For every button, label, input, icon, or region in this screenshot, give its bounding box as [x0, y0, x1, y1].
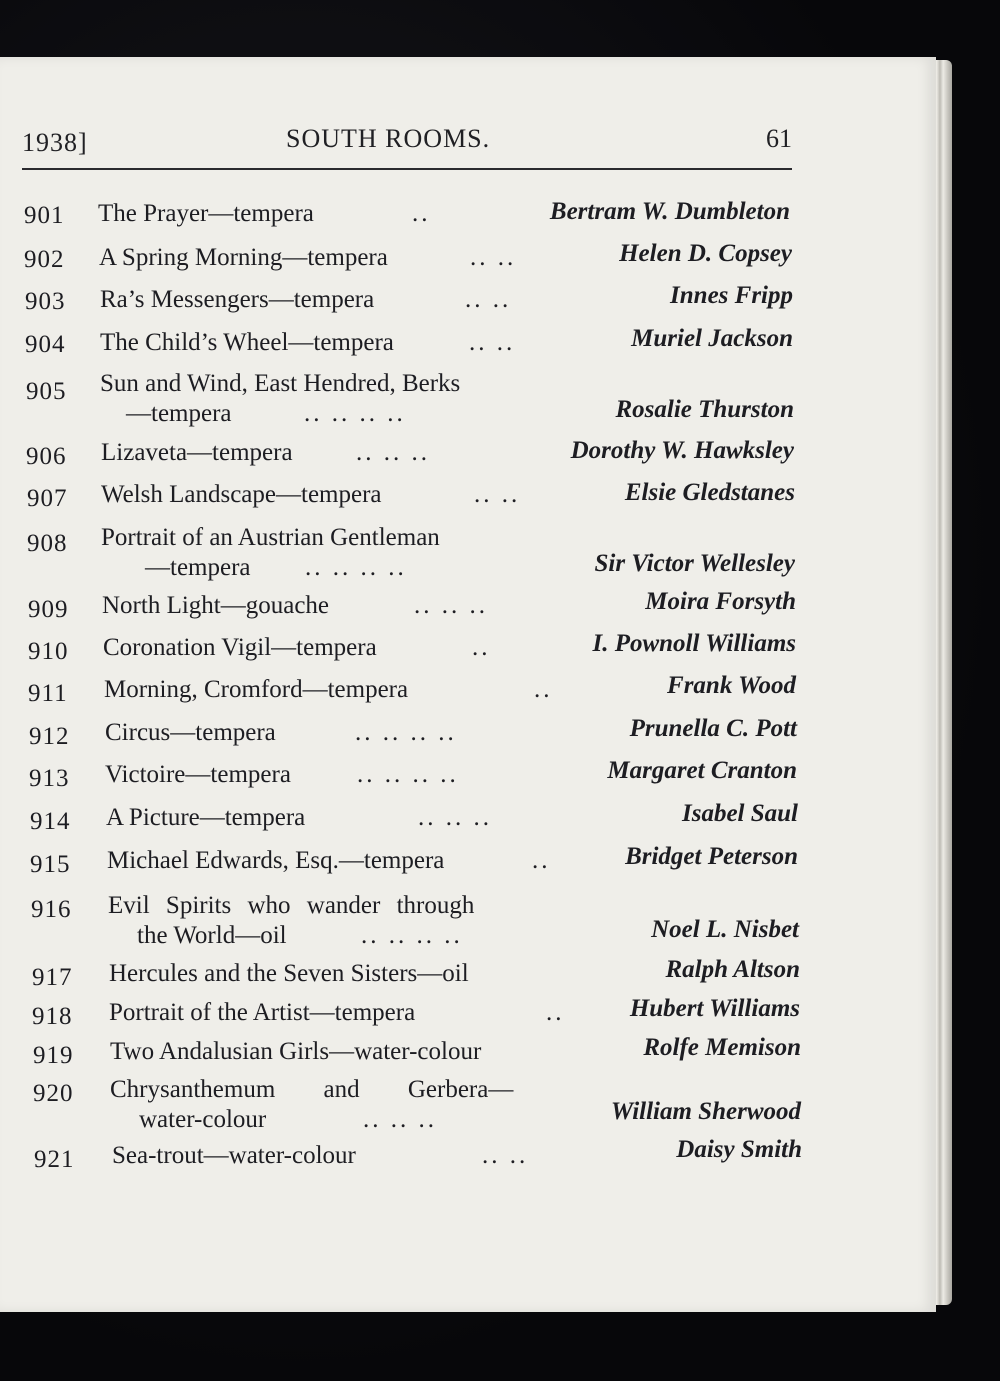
dot-leader: .. — [534, 676, 553, 703]
entry-number: 904 — [25, 331, 66, 358]
entry-number: 906 — [26, 443, 67, 470]
artist-name: Rosalie Thurston — [615, 396, 794, 423]
catalogue-entry — [29, 717, 801, 751]
dot-leader: .. .. .. — [414, 592, 488, 619]
dot-leader: .. .. — [469, 329, 516, 356]
artist-name: Dorothy W. Hawksley — [570, 437, 794, 464]
entry-number: 916 — [31, 896, 72, 923]
entry-title: Morning, Cromford—tempera — [104, 676, 409, 703]
entry-number: 921 — [34, 1146, 75, 1173]
artist-name: William Sherwood — [610, 1098, 801, 1125]
entry-number: 915 — [30, 851, 71, 878]
entry-title-continued: —tempera — [126, 400, 232, 427]
catalogue-entry — [34, 1136, 806, 1174]
page-number: 61 — [766, 124, 792, 153]
entry-title: Hercules and the Seven Sisters—oil — [109, 960, 469, 987]
entry-number: 907 — [27, 485, 68, 512]
artist-name: Frank Wood — [667, 672, 796, 699]
entry-number: 903 — [25, 288, 66, 315]
entry-number: 919 — [33, 1042, 74, 1069]
entry-number: 917 — [32, 964, 73, 991]
entry-title: Welsh Landscape—tempera — [101, 481, 382, 508]
entry-title: Chrysanthemum and Gerbera— — [110, 1076, 514, 1103]
dot-leader: .. .. — [465, 286, 512, 313]
entry-number: 910 — [28, 638, 69, 665]
catalogue-entry — [30, 845, 802, 879]
section-title: SOUTH ROOMS. — [286, 124, 491, 153]
artist-name: Bridget Peterson — [625, 843, 798, 870]
catalogue-entry — [24, 240, 796, 274]
artist-name: Ralph Altson — [665, 956, 800, 983]
artist-name: Muriel Jackson — [631, 325, 793, 352]
dot-leader: .. .. .. .. — [304, 400, 406, 427]
catalogue-entry — [25, 325, 797, 359]
entry-title: Circus—tempera — [105, 719, 276, 746]
header-rule — [22, 168, 792, 170]
catalogue-entry — [26, 368, 798, 434]
catalogue-entry — [32, 958, 804, 992]
catalogue-entry — [33, 1074, 805, 1140]
dot-leader: .. .. — [470, 244, 517, 271]
entry-number: 913 — [29, 765, 70, 792]
catalogue-entry — [27, 522, 799, 588]
entry-title: A Picture—tempera — [106, 804, 306, 831]
dot-leader: .. .. — [482, 1142, 529, 1169]
artist-name: Daisy Smith — [676, 1136, 802, 1163]
catalogue-entry — [31, 890, 803, 956]
artist-name: Moira Forsyth — [645, 588, 796, 615]
entry-number: 920 — [33, 1080, 74, 1107]
entry-title: Two Andalusian Girls—water-colour — [110, 1038, 482, 1065]
catalogue-entry — [25, 282, 797, 316]
artist-name: Sir Victor Wellesley — [594, 550, 795, 577]
entry-title: Lizaveta—tempera — [101, 439, 293, 466]
entry-title: Portrait of an Austrian Gentleman — [101, 524, 440, 551]
artist-name: Margaret Cranton — [607, 757, 797, 784]
entry-number: 905 — [26, 378, 67, 405]
artist-name: Isabel Saul — [681, 800, 798, 827]
entry-number: 911 — [28, 680, 68, 707]
catalogue-entry — [29, 759, 801, 793]
entry-title: Sea-trout—water-colour — [112, 1142, 356, 1169]
catalogue-entry — [33, 1036, 805, 1070]
catalogue-entry — [30, 802, 802, 836]
entry-title: The Child’s Wheel—tempera — [100, 329, 394, 356]
entry-title: Evil Spirits who wander through — [108, 892, 475, 919]
dot-leader: .. .. — [474, 481, 521, 508]
running-head — [22, 120, 792, 160]
dot-leader: .. .. .. — [363, 1106, 437, 1133]
entry-number: 902 — [24, 246, 65, 273]
entry-title: Ra’s Messengers—tempera — [100, 286, 375, 313]
entry-title: Michael Edwards, Esq.—tempera — [107, 847, 445, 874]
artist-name: Innes Fripp — [670, 282, 793, 309]
entry-title: North Light—gouache — [102, 592, 330, 619]
entry-number: 908 — [27, 530, 68, 557]
artist-name: Prunella C. Pott — [629, 715, 797, 742]
entry-number: 901 — [24, 202, 65, 229]
artist-name: Hubert Williams — [629, 995, 800, 1022]
entry-title: Sun and Wind, East Hendred, Berks — [100, 370, 461, 397]
dot-leader: .. — [472, 634, 491, 661]
header-year: 1938] — [22, 128, 88, 157]
entry-title-continued: —tempera — [145, 554, 251, 581]
dot-leader: .. — [412, 200, 431, 227]
catalogue-entry — [26, 437, 798, 471]
entry-title-continued: the World—oil — [137, 922, 287, 949]
entry-number: 909 — [28, 596, 69, 623]
entry-title: Portrait of the Artist—tempera — [109, 999, 416, 1026]
artist-name: Rolfe Memison — [643, 1034, 801, 1061]
artist-name: Noel L. Nisbet — [651, 916, 799, 943]
dot-leader: .. .. .. .. — [361, 922, 463, 949]
dot-leader: .. — [546, 999, 565, 1026]
dot-leader: .. .. .. .. — [305, 554, 407, 581]
artist-name: I. Pownoll Williams — [592, 630, 796, 657]
catalogue-entry — [28, 590, 800, 624]
entry-title: The Prayer—tempera — [98, 200, 314, 227]
dot-leader: .. — [532, 847, 551, 874]
catalogue-entry — [28, 674, 800, 708]
artist-name: Elsie Gledstanes — [624, 479, 795, 506]
entry-number: 914 — [30, 808, 71, 835]
dot-leader: .. .. .. .. — [357, 761, 459, 788]
artist-name: Helen D. Copsey — [619, 240, 792, 267]
entry-title: A Spring Morning—tempera — [99, 244, 388, 271]
dot-leader: .. .. .. — [356, 439, 430, 466]
entry-number: 912 — [29, 723, 70, 750]
dot-leader: .. .. .. .. — [355, 719, 457, 746]
catalogue-entry — [28, 632, 800, 666]
entry-title: Victoire—tempera — [105, 761, 291, 788]
dot-leader: .. .. .. — [418, 804, 492, 831]
artist-name: Bertram W. Dumbleton — [549, 198, 790, 225]
entry-title: Coronation Vigil—tempera — [103, 634, 377, 661]
entry-number: 918 — [32, 1003, 73, 1030]
catalogue-entry — [32, 997, 804, 1031]
catalogue-entry — [24, 198, 794, 232]
entry-title-continued: water-colour — [139, 1106, 267, 1133]
catalogue-entry — [27, 479, 799, 513]
